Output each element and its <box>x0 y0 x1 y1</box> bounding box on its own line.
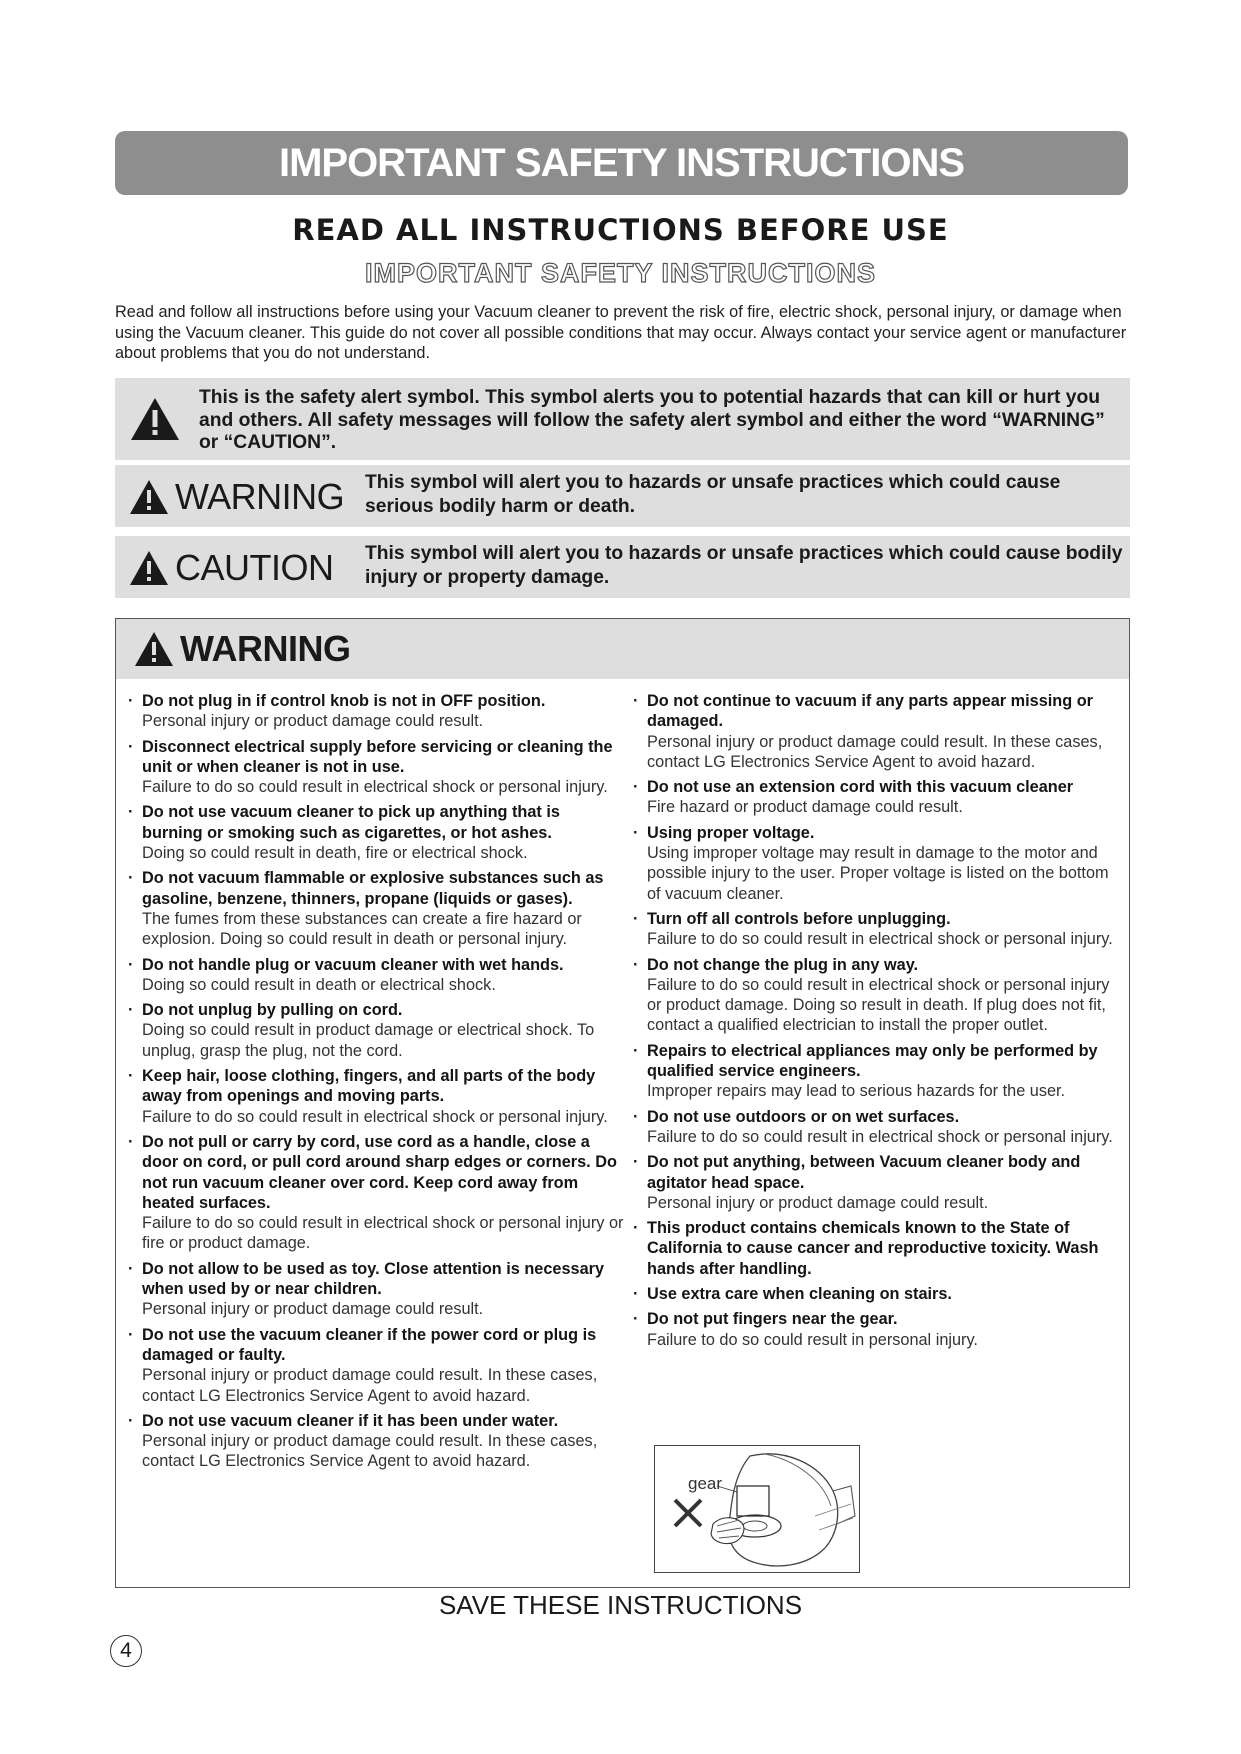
warning-item-detail: Using improper voltage may result in damage to the motor and possible injury to the user. Proper voltage is listed on the bottom of vacuum cleaner. <box>647 844 1109 903</box>
warning-item-title: Do not use the vacuum cleaner if the power cord or plug is damaged or faulty. <box>142 1325 597 1364</box>
warning-level-box <box>115 465 1130 527</box>
warning-list-right <box>631 691 1123 1355</box>
warning-item-detail: Improper repairs may lead to serious hazards for the user. <box>647 1082 1066 1101</box>
bullet-icon: · <box>633 955 639 974</box>
bullet-icon: · <box>128 1001 134 1020</box>
warning-item-detail: Personal injury or product damage could result. In these cases, contact LG Electronics Service Agent to avoid hazard. <box>142 1366 598 1405</box>
warning-item-detail: Personal injury or product damage could result. In these cases, contact LG Electronics Service Agent to avoid hazard. <box>647 732 1103 771</box>
caution-level-box <box>115 536 1130 598</box>
warning-panel-header <box>116 619 1129 679</box>
warning-item <box>631 823 1123 904</box>
subtitle: READ ALL INSTRUCTIONS BEFORE USE <box>292 213 949 247</box>
warning-item-detail: Failure to do so could result in electrical shock or personal injury. <box>647 1127 1113 1146</box>
warning-item-title: Do not use vacuum cleaner to pick up anything that is burning or smoking such as cigarettes, or hot ashes. <box>142 803 560 842</box>
bullet-icon: · <box>128 737 134 756</box>
warning-item-title: Keep hair, loose clothing, fingers, and all parts of the body away from openings and moving parts. <box>142 1067 596 1106</box>
warning-item <box>631 1218 1123 1279</box>
warning-item <box>631 691 1123 772</box>
warning-item <box>631 777 1123 818</box>
warning-item-title: Use extra care when cleaning on stairs. <box>647 1285 952 1304</box>
warning-triangle-icon <box>129 396 181 442</box>
warning-item <box>126 737 624 798</box>
warning-item-title: Do not put fingers near the gear. <box>647 1310 898 1329</box>
outline-title: IMPORTANT SAFETY INSTRUCTIONS <box>364 258 876 288</box>
warning-item-detail: Personal injury or product damage could result. <box>142 1300 484 1319</box>
warning-item <box>126 691 624 732</box>
warning-item <box>126 868 624 949</box>
intro-paragraph: Read and follow all instructions before using your Vacuum cleaner to prevent the risk of fire, electric shock, personal injury, or damage when using the Vacuum cleaner. This guide do not cover all possible conditions that may occur. Always contact your service agent or manufacturer about problems that you do not understand. <box>115 303 1127 362</box>
bullet-icon: · <box>633 1285 639 1304</box>
bullet-icon: · <box>128 1132 134 1151</box>
warning-triangle-icon <box>129 479 169 515</box>
warning-item-title: Using proper voltage. <box>647 823 815 842</box>
bullet-icon: · <box>633 823 639 842</box>
warning-item-title: Repairs to electrical appliances may only be performed by qualified service engineers. <box>647 1041 1098 1081</box>
warning-item-detail: Failure to do so could result in electrical shock or personal injury or fire or product damage. <box>142 1214 624 1253</box>
warning-item-title: Do not allow to be used as toy. Close attention is necessary when used by or near children. <box>142 1259 605 1299</box>
warning-item-title: Do not put anything, between Vacuum cleaner body and agitator head space. <box>647 1153 1081 1192</box>
warning-item <box>631 1309 1123 1350</box>
safety-alert-symbol-box <box>115 378 1130 460</box>
warning-item <box>126 955 624 996</box>
warning-item <box>126 1259 624 1320</box>
warning-item-detail: Failure to do so could result in electrical shock or personal injury or product damage. Doing so result in death. If plug does not fit, contact a qualified electrician to install the proper outlet. <box>647 975 1110 1035</box>
bullet-icon: · <box>633 909 639 928</box>
warning-item <box>126 1411 624 1472</box>
gear-illustration <box>654 1445 860 1573</box>
safety-alert-text: This is the safety alert symbol. This symbol alerts you to potential hazards that can kill or hurt you and others. All safety messages will follow the safety alert symbol and either the word “WARNING” or “CAUTION”. <box>199 387 1105 453</box>
warning-item-detail: Personal injury or product damage could result. In these cases, contact LG Electronics Service Agent to avoid hazard. <box>142 1432 598 1471</box>
warning-item <box>631 1107 1123 1148</box>
bullet-icon: · <box>128 869 134 888</box>
warning-item-detail: Doing so could result in product damage or electrical shock. To unplug, grasp the plug, not the cord. <box>142 1021 595 1060</box>
bullet-icon: · <box>633 1107 639 1126</box>
warning-item <box>631 1284 1123 1304</box>
warning-item <box>126 1000 624 1061</box>
warning-level-desc: This symbol will alert you to hazards or unsafe practices which could cause serious bodily harm or death. <box>365 472 1061 517</box>
bullet-icon: · <box>633 778 639 797</box>
warning-item-detail: Failure to do so could result in electrical shock or personal injury. <box>142 778 608 797</box>
bullet-icon: · <box>633 1041 639 1060</box>
warning-item-title: Do not unplug by pulling on cord. <box>142 1001 403 1020</box>
gear-label: gear <box>688 1474 723 1493</box>
warning-item-title: Do not plug in if control knob is not in OFF position. <box>142 692 546 710</box>
warning-list-left <box>126 691 624 1477</box>
warning-item <box>631 1041 1123 1102</box>
bullet-icon: · <box>128 803 134 822</box>
warning-item-title: Do not use outdoors or on wet surfaces. <box>647 1107 960 1126</box>
warning-item-detail: Doing so could result in death, fire or electrical shock. <box>142 844 528 863</box>
warning-item-detail: Failure to do so could result in electrical shock or personal injury. <box>647 930 1113 949</box>
save-instructions-text: SAVE THESE INSTRUCTIONS <box>438 1590 803 1620</box>
warning-triangle-icon <box>129 550 169 586</box>
caution-level-desc: This symbol will alert you to hazards or unsafe practices which could cause bodily injury or property damage. <box>365 543 1123 588</box>
warning-item-detail: Failure to do so could result in electrical shock or personal injury. <box>142 1107 608 1126</box>
warning-item-title: Do not use an extension cord with this vacuum cleaner <box>647 778 1074 797</box>
warning-item-detail: Fire hazard or product damage could result. <box>647 798 963 817</box>
warning-item-detail: The fumes from these substances can create a fire hazard or explosion. Doing so could result in death or personal injury. <box>142 909 582 949</box>
vacuum-gear-drawing-icon <box>655 1446 858 1571</box>
warning-item <box>631 955 1123 1036</box>
bullet-icon: · <box>128 955 134 974</box>
warning-item <box>631 1152 1123 1213</box>
bullet-icon: · <box>128 1411 134 1430</box>
warning-item <box>126 802 624 863</box>
warning-item-detail: Doing so could result in death or electrical shock. <box>142 975 496 994</box>
warning-item <box>126 1066 624 1127</box>
warning-item-detail: Personal injury or product damage could result. <box>142 712 484 731</box>
bullet-icon: · <box>128 1325 134 1344</box>
warning-item-title: Do not change the plug in any way. <box>647 955 919 974</box>
warning-item-title: Do not continue to vacuum if any parts appear missing or damaged. <box>647 692 1093 731</box>
page-number: 4 <box>110 1635 142 1667</box>
bullet-icon: · <box>633 1219 639 1238</box>
bullet-icon: · <box>633 1153 639 1172</box>
warning-item <box>126 1132 624 1254</box>
warning-panel-title: WARNING <box>180 628 351 669</box>
banner-title: IMPORTANT SAFETY INSTRUCTIONS <box>115 131 1128 195</box>
warning-item-title: Disconnect electrical supply before servicing or cleaning the unit or when cleaner is not in use. <box>142 737 613 776</box>
bullet-icon: · <box>633 692 639 710</box>
warning-panel <box>115 618 1130 1588</box>
warning-item-detail: Failure to do so could result in personal injury. <box>647 1330 978 1349</box>
warning-item-title: Do not use vacuum cleaner if it has been under water. <box>142 1411 559 1430</box>
warning-item-title: This product contains chemicals known to the State of California to cause cancer and reproductive toxicity. Wash hands after handling. <box>647 1219 1099 1278</box>
warning-item-title: Do not handle plug or vacuum cleaner with wet hands. <box>142 955 564 974</box>
warning-item-title: Do not vacuum flammable or explosive substances such as gasoline, benzene, thinners, propane (liquids or gases). <box>142 869 604 908</box>
caution-level-word: CAUTION <box>175 547 334 588</box>
bullet-icon: · <box>128 1259 134 1278</box>
warning-level-word: WARNING <box>175 476 345 517</box>
bullet-icon: · <box>128 1067 134 1086</box>
bullet-icon: · <box>128 692 134 710</box>
warning-item-title: Turn off all controls before unplugging. <box>647 909 951 928</box>
warning-item <box>126 1325 624 1406</box>
warning-item-detail: Personal injury or product damage could result. <box>647 1193 989 1212</box>
warning-item-title: Do not pull or carry by cord, use cord as a handle, close a door on cord, or pull cord around sharp edges or corners. Do not run vacuum cleaner over cord. Keep cord away from heated surfaces. <box>142 1132 617 1212</box>
warning-triangle-icon <box>134 631 174 667</box>
bullet-icon: · <box>633 1310 639 1329</box>
warning-item <box>631 909 1123 950</box>
